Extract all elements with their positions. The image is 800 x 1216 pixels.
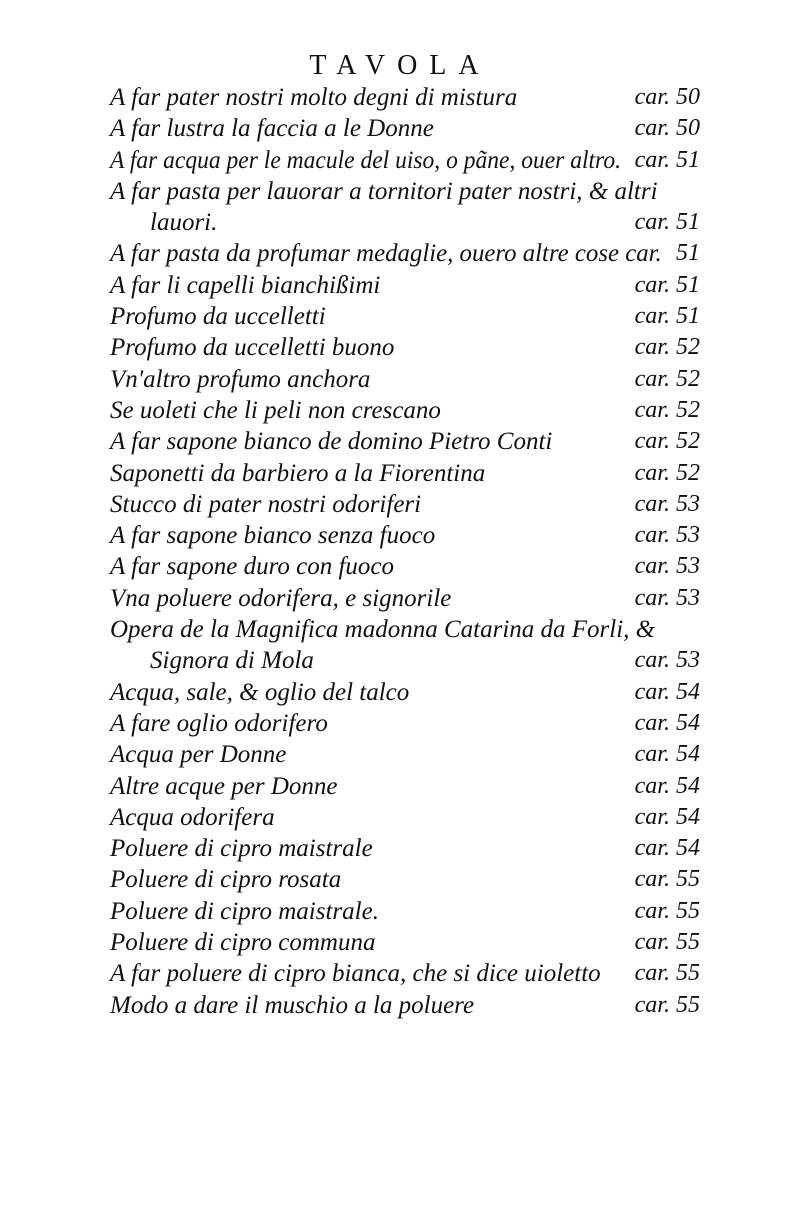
entry-title: A far lustra la faccia a le Donne xyxy=(110,115,434,143)
index-entry xyxy=(110,583,700,614)
entry-title: Poluere di cipro maistrale. xyxy=(110,897,379,925)
index-entry xyxy=(110,364,700,395)
entry-page-ref: car. 52 xyxy=(634,396,700,423)
entry-page-ref: car. 54 xyxy=(634,709,700,736)
entry-page-ref: car. 52 xyxy=(634,365,700,392)
entry-page-ref: car. 51 xyxy=(634,271,700,298)
entry-title: Profumo da uccelletti xyxy=(110,303,326,331)
entry-page-ref: car. 51 xyxy=(634,303,700,330)
entry-page-ref: car. 51 xyxy=(634,146,700,173)
entry-title: Altre acque per Donne xyxy=(110,772,338,800)
entry-title: A far li capelli bianchißimi xyxy=(110,271,381,299)
entry-page-ref: car. 53 xyxy=(634,490,700,517)
index-entry xyxy=(110,426,700,457)
index-entry xyxy=(110,82,700,113)
entry-page-ref: car. 54 xyxy=(634,772,700,799)
entry-title: Poluere di cipro maistrale xyxy=(110,835,373,863)
index-entry xyxy=(110,301,700,332)
entry-page-ref: car. 50 xyxy=(634,115,700,142)
entry-title: A far pater nostri molto degni di mistura xyxy=(110,84,518,111)
entry-title: Acqua, sale, & oglio del talco xyxy=(110,678,410,706)
index-entry xyxy=(110,864,700,895)
entry-title: Se uoleti che li peli non crescano xyxy=(110,396,441,424)
index-entry xyxy=(110,990,700,1021)
entry-page-ref: car. 55 xyxy=(634,991,700,1018)
entry-title: lauori. xyxy=(150,209,218,237)
entry-page-ref: car. 53 xyxy=(634,647,700,674)
index-entry xyxy=(110,708,700,739)
entry-page-ref: car. 52 xyxy=(634,428,700,455)
index-entry xyxy=(110,113,700,144)
index-entry xyxy=(110,176,700,207)
entry-title: A far sapone bianco de domino Pietro Conti xyxy=(110,428,553,456)
entry-title: Poluere di cipro communa xyxy=(110,929,376,957)
index-entry xyxy=(110,145,700,176)
index-entry xyxy=(110,458,700,489)
entry-title: A far sapone duro con fuoco xyxy=(110,553,395,581)
entry-page-ref: car. 55 xyxy=(634,929,700,956)
index-entry xyxy=(110,833,700,864)
entry-title: A far pasta per lauorar a tornitori pater nostri, & altri xyxy=(110,177,658,205)
page-heading: TAVOLA xyxy=(309,50,491,81)
index-entries xyxy=(110,82,700,1021)
index-entry xyxy=(110,332,700,363)
index-entry xyxy=(110,927,700,958)
index-entry xyxy=(110,896,700,927)
entry-page-ref: car. 54 xyxy=(634,741,700,768)
entry-page-ref: car. 51 xyxy=(634,209,700,236)
entry-title: Acqua per Donne xyxy=(110,741,287,769)
entry-page-ref: car. 55 xyxy=(634,866,700,893)
entry-title: Vn'altro profumo anchora xyxy=(110,365,371,393)
entry-page-ref: car. 53 xyxy=(634,553,700,580)
index-entry xyxy=(110,739,700,770)
entry-title: A fare oglio odorifero xyxy=(110,709,328,737)
entry-page-ref: car. 55 xyxy=(634,960,700,987)
index-entry xyxy=(110,207,700,238)
entry-title: Saponetti da barbiero a la Fiorentina xyxy=(110,459,486,487)
index-entry xyxy=(110,771,700,802)
entry-title: A far poluere di cipro bianca, che si dice uioletto xyxy=(110,960,601,988)
entry-title: A far acqua per le macule del uiso, o pãne, ouer altro. xyxy=(110,146,621,174)
index-entry xyxy=(110,270,700,301)
entry-page-ref: car. 55 xyxy=(634,897,700,924)
entry-title: Stucco di pater nostri odoriferi xyxy=(110,490,422,518)
index-entry xyxy=(110,238,700,269)
entry-title: Acqua odorifera xyxy=(110,803,275,831)
entry-page-ref: car. 54 xyxy=(634,678,700,705)
entry-title: Opera de la Magnifica madonna Catarina da Forli, & xyxy=(110,616,656,644)
entry-page-ref: car. 52 xyxy=(634,459,700,486)
entry-page-ref: car. 53 xyxy=(634,522,700,549)
entry-page-ref: car. 52 xyxy=(634,334,700,361)
index-entry xyxy=(110,520,700,551)
entry-title: Profumo da uccelletti buono xyxy=(110,334,395,362)
index-entry xyxy=(110,395,700,426)
entry-title: Signora di Mola xyxy=(150,647,314,675)
entry-title: Vna poluere odorifera, e signorile xyxy=(110,584,452,612)
entry-title: A far pasta da profumar medaglie, ouero altre cose car. xyxy=(110,240,662,268)
index-entry xyxy=(110,614,700,645)
entry-page-ref: car. 54 xyxy=(634,835,700,862)
index-entry xyxy=(110,958,700,989)
entry-page-ref: car. 50 xyxy=(634,84,700,110)
index-entry xyxy=(110,645,700,676)
entry-page-ref: 51 xyxy=(676,240,700,267)
entry-title: A far sapone bianco senza fuoco xyxy=(110,522,436,550)
index-entry xyxy=(110,802,700,833)
entry-title: Poluere di cipro rosata xyxy=(110,866,342,894)
index-entry xyxy=(110,551,700,582)
entry-title: Modo a dare il muschio a la poluere xyxy=(110,991,475,1019)
index-entry xyxy=(110,489,700,520)
entry-page-ref: car. 54 xyxy=(634,803,700,830)
entry-page-ref: car. 53 xyxy=(634,584,700,611)
index-entry xyxy=(110,677,700,708)
